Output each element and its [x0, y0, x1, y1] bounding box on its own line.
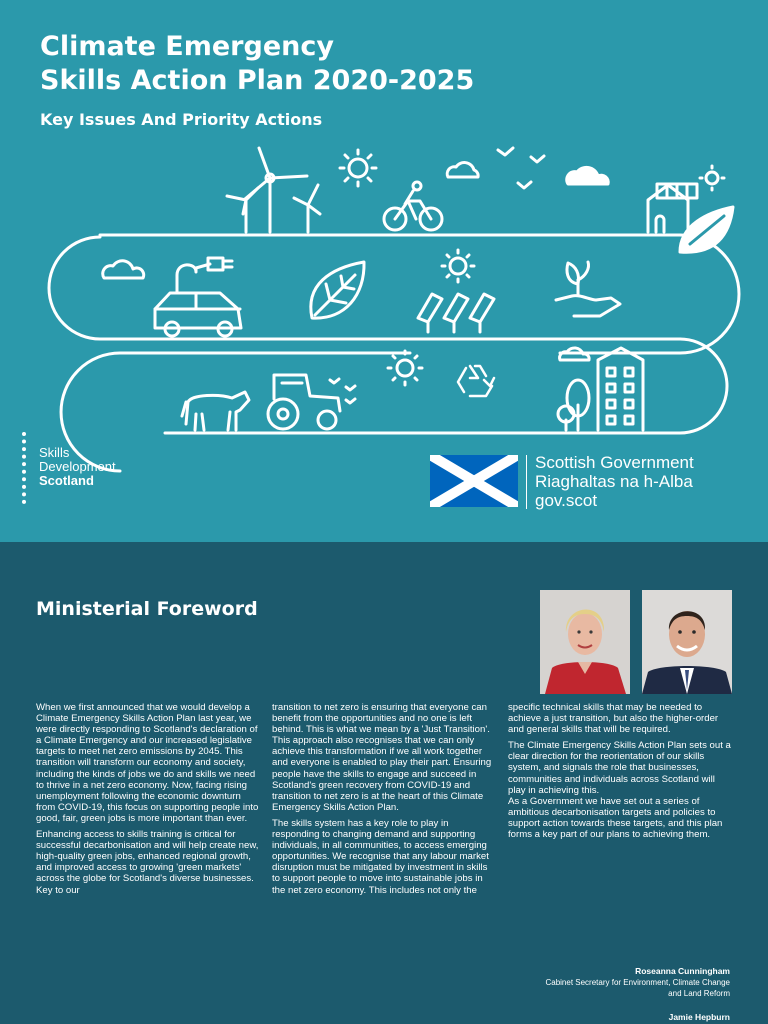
saltire-flag-icon — [430, 455, 518, 507]
house-with-solar-panels-icon — [648, 184, 697, 232]
plant-in-hand-icon — [556, 262, 620, 316]
solar-panels-icon — [418, 294, 494, 332]
foreword-heading: Ministerial Foreword — [36, 598, 258, 620]
sds-logo-line-3: Scotland — [39, 473, 94, 488]
cloud-icon — [103, 261, 144, 278]
charging-plug-icon — [177, 258, 232, 293]
trees-icon — [558, 348, 589, 430]
sun-icon — [442, 250, 474, 282]
foreword-paragraph: The skills system has a key role to play in responding to changing demand and supporting individuals, in all communities, to access emerging opportunities. We recognise that any labour market disruption must be mitigated by investment in skills to support people to move into sustainable jobs in the net zero economy. This includes not only the — [272, 817, 489, 896]
foreword-column-2 — [272, 702, 498, 901]
logo-divider — [526, 455, 527, 509]
logo-perforation — [22, 432, 30, 504]
gov-logo-line-3: gov.scot — [535, 491, 598, 510]
document-subtitle: Key Issues And Priority Actions — [40, 110, 323, 129]
sun-icon — [388, 351, 422, 385]
cyclist-icon — [384, 182, 442, 230]
wind-turbines-icon — [227, 148, 320, 232]
cow-icon — [182, 392, 249, 430]
signature-block — [530, 966, 730, 999]
birds-icon — [330, 379, 355, 403]
skills-development-scotland-logo — [22, 432, 142, 504]
foreword-paragraph: The Climate Emergency Skills Action Plan sets out a clear direction for the reorientation of our skills system, and signals the role that businesses, communities and individuals across Scotland will play in achieving this. — [508, 740, 731, 796]
title-line-1: Climate Emergency — [40, 31, 334, 62]
foreword-column-3 — [508, 702, 734, 845]
portrait-photo-2 — [642, 590, 732, 694]
foreword-paragraph: Enhancing access to skills training is critical for successful decarbonisation and will help create new, high-quality green jobs, enhanced regional growth, and improved access to growing 'green markets' across the globe for Scotland's diverse businesses. Key to our — [36, 829, 259, 896]
sds-logo-line-1: Skills — [39, 445, 70, 460]
foreword-paragraph: When we first announced that we would develop a Climate Emergency Skills Action Plan last year, we were directly responding to Scotland's declaration of a Climate Emergency and our increased legislative targets to meet net zero emissions by 2045. This transition will transform our economy and society, including the kinds of jobs we do and skills we need to thrive in a net zero economy. Now, facing rising unemployment following the economic downturn from COVID-19, this focus on supporting people into good, fair, green jobs is more important than ever. — [36, 702, 259, 824]
scottish-government-logo — [430, 455, 750, 515]
document-title — [40, 30, 474, 98]
foreword-column-1 — [36, 702, 262, 901]
portrait-photo-1 — [540, 590, 630, 694]
signatory-name: Jamie Hepburn — [668, 1012, 730, 1022]
cloud-filled-icon — [567, 167, 609, 184]
apartment-building-icon — [598, 348, 643, 430]
sds-logo-line-2: Development — [39, 459, 116, 474]
road-upper-edge — [49, 237, 680, 339]
recycle-icon — [458, 366, 494, 396]
sun-icon — [340, 150, 376, 186]
birds-icon — [498, 148, 544, 188]
signatory-role: Cabinet Secretary for Environment, Climate Change and Land Reform — [545, 978, 730, 998]
electric-car-icon — [155, 293, 241, 336]
winding-road — [61, 235, 739, 471]
sun-small-icon — [700, 166, 724, 190]
foreword-paragraph: transition to net zero is ensuring that everyone can benefit from the opportunities and no one is left behind. This is what we mean by a 'Just Transition'. This approach also recognises that we can only achieve this transformation if we all work together and everyone is enabled to play their part. Ensuring people have the skills to engage and succeed in Scotland's green recovery from COVID-19 and transition to net zero is at the heart of this Climate Emergency Skills Action Plan. — [272, 702, 492, 813]
leaf-icon — [311, 262, 364, 318]
signatory-name: Roseanna Cunningham — [635, 966, 730, 976]
tractor-icon — [268, 375, 340, 429]
gov-logo-line-1: Scottish Government — [535, 453, 694, 472]
foreword-paragraph: As a Government we have set out a series of ambitious decarbonisation targets and policies to support action towards these targets, and this plan forms a key part of our plans to achieving them. — [508, 795, 723, 841]
signature-block — [669, 1012, 730, 1023]
cloud-icon — [447, 163, 478, 177]
title-line-2: Skills Action Plan 2020-2025 — [40, 65, 475, 96]
gov-logo-line-2: Riaghaltas na h-Alba — [535, 472, 693, 491]
foreword-paragraph: specific technical skills that may be needed to achieve a just transition, but also the higher-order and general skills that will be required. — [508, 702, 719, 736]
